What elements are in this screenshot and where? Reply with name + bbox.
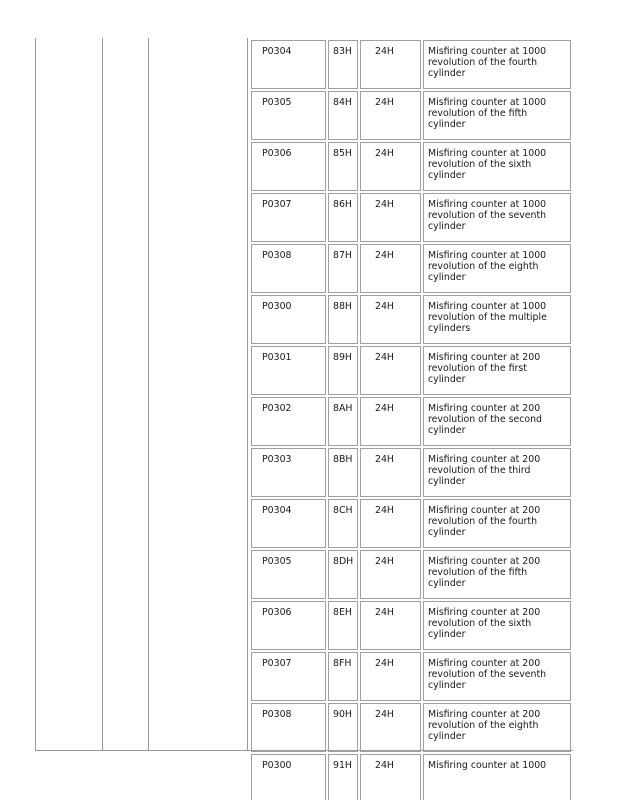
column-rule	[148, 38, 149, 751]
description-cell: Misfiring counter at 200 revolution of the fifth cylinder	[423, 550, 571, 599]
table-row	[251, 295, 571, 344]
value-cell: 24H	[360, 754, 421, 800]
dtc-code-cell: P0305	[251, 91, 326, 140]
column-rule	[247, 38, 248, 751]
table-row	[251, 142, 571, 191]
dtc-code-cell: P0304	[251, 40, 326, 89]
description-cell: Misfiring counter at 1000 revolution of the multiple cylinders	[423, 295, 571, 344]
value-cell: 24H	[360, 652, 421, 701]
address-cell: 86H	[328, 193, 358, 242]
address-cell: 84H	[328, 91, 358, 140]
description-cell: Misfiring counter at 200 revolution of the sixth cylinder	[423, 601, 571, 650]
dtc-code-cell: P0305	[251, 550, 326, 599]
table-row	[251, 754, 571, 800]
address-cell: 8BH	[328, 448, 358, 497]
dtc-code-cell: P0308	[251, 703, 326, 752]
value-cell: 24H	[360, 550, 421, 599]
address-cell: 89H	[328, 346, 358, 395]
address-cell: 88H	[328, 295, 358, 344]
description-cell: Misfiring counter at 1000 revolution of the fifth cylinder	[423, 91, 571, 140]
table-row	[251, 601, 571, 650]
value-cell: 24H	[360, 601, 421, 650]
table-row	[251, 244, 571, 293]
table-row	[251, 397, 571, 446]
dtc-code-cell: P0308	[251, 244, 326, 293]
description-cell: Misfiring counter at 200 revolution of the first cylinder	[423, 346, 571, 395]
dtc-code-cell: P0307	[251, 193, 326, 242]
description-cell: Misfiring counter at 1000	[423, 754, 571, 800]
description-cell: Misfiring counter at 200 revolution of the second cylinder	[423, 397, 571, 446]
table-body	[251, 40, 571, 800]
description-cell: Misfiring counter at 1000 revolution of the fourth cylinder	[423, 40, 571, 89]
value-cell: 24H	[360, 499, 421, 548]
table-row	[251, 91, 571, 140]
address-cell: 8EH	[328, 601, 358, 650]
dtc-code-cell: P0301	[251, 346, 326, 395]
dtc-code-cell: P0304	[251, 499, 326, 548]
misfire-counter-table	[249, 38, 573, 802]
address-cell: 90H	[328, 703, 358, 752]
value-cell: 24H	[360, 346, 421, 395]
dtc-code-cell: P0307	[251, 652, 326, 701]
address-cell: 83H	[328, 40, 358, 89]
column-rule	[102, 38, 103, 751]
table-row	[251, 448, 571, 497]
value-cell: 24H	[360, 91, 421, 140]
address-cell: 91H	[328, 754, 358, 800]
value-cell: 24H	[360, 295, 421, 344]
value-cell: 24H	[360, 142, 421, 191]
table-row	[251, 499, 571, 548]
description-cell: Misfiring counter at 200 revolution of the eighth cylinder	[423, 703, 571, 752]
table-row	[251, 550, 571, 599]
value-cell: 24H	[360, 397, 421, 446]
table-row	[251, 703, 571, 752]
value-cell: 24H	[360, 703, 421, 752]
dtc-code-cell: P0302	[251, 397, 326, 446]
dtc-code-cell: P0303	[251, 448, 326, 497]
dtc-code-cell: P0300	[251, 754, 326, 800]
table-row	[251, 346, 571, 395]
value-cell: 24H	[360, 244, 421, 293]
value-cell: 24H	[360, 448, 421, 497]
table-row	[251, 652, 571, 701]
address-cell: 8CH	[328, 499, 358, 548]
address-cell: 85H	[328, 142, 358, 191]
value-cell: 24H	[360, 40, 421, 89]
column-rule	[35, 38, 36, 751]
description-cell: Misfiring counter at 200 revolution of the third cylinder	[423, 448, 571, 497]
table-row	[251, 193, 571, 242]
address-cell: 87H	[328, 244, 358, 293]
value-cell: 24H	[360, 193, 421, 242]
description-cell: Misfiring counter at 1000 revolution of the eighth cylinder	[423, 244, 571, 293]
dtc-code-cell: P0306	[251, 601, 326, 650]
address-cell: 8DH	[328, 550, 358, 599]
dtc-code-cell: P0306	[251, 142, 326, 191]
description-cell: Misfiring counter at 200 revolution of the fourth cylinder	[423, 499, 571, 548]
description-cell: Misfiring counter at 1000 revolution of the sixth cylinder	[423, 142, 571, 191]
description-cell: Misfiring counter at 1000 revolution of the seventh cylinder	[423, 193, 571, 242]
description-cell: Misfiring counter at 200 revolution of the seventh cylinder	[423, 652, 571, 701]
address-cell: 8AH	[328, 397, 358, 446]
table-row	[251, 40, 571, 89]
dtc-code-cell: P0300	[251, 295, 326, 344]
address-cell: 8FH	[328, 652, 358, 701]
